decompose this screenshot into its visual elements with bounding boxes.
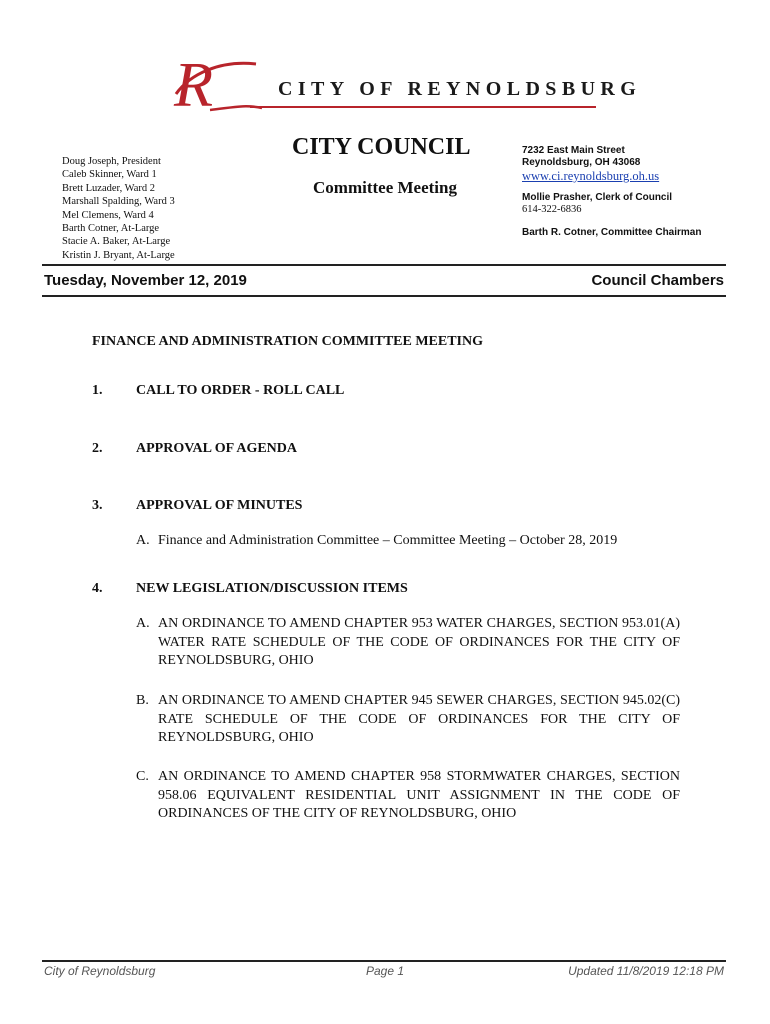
address-line2: Reynoldsburg, OH 43068 bbox=[522, 157, 641, 168]
city-logo-r-icon bbox=[170, 54, 280, 114]
svg-text:R: R bbox=[174, 54, 214, 114]
agenda-item-title: NEW LEGISLATION/DISCUSSION ITEMS bbox=[136, 581, 408, 596]
member-name: Marshall Spalding, Ward 3 bbox=[62, 196, 175, 208]
agenda-item-title: APPROVAL OF MINUTES bbox=[136, 498, 303, 513]
agenda-item-title: APPROVAL OF AGENDA bbox=[136, 441, 298, 456]
city-title: CITY OF REYNOLDSBURG bbox=[278, 78, 642, 100]
divider-bottom bbox=[42, 295, 726, 297]
agenda-item-number: 4. bbox=[92, 581, 103, 596]
clerk-name: Mollie Prasher, Clerk of Council bbox=[522, 192, 673, 203]
member-name: Doug Joseph, President bbox=[62, 156, 161, 167]
agenda-item-number: 1. bbox=[92, 383, 103, 398]
member-name: Brett Luzader, Ward 2 bbox=[62, 182, 156, 194]
footer-divider bbox=[42, 960, 726, 962]
subitem-letter: C. bbox=[136, 769, 149, 784]
committee-subtitle: Committee Meeting bbox=[313, 178, 457, 197]
meeting-date: Tuesday, November 12, 2019 bbox=[44, 272, 247, 289]
subitem-text: AN ORDINANCE TO AMEND CHAPTER 958 STORMWATER CHARGES, SECTION 958.06 EQUIVALENT RESIDENTIAL UNIT ASSIGNMENT IN THE CODE OF ORDINANCES OF THE CITY OF REYNOLDSBURG, OHIO bbox=[158, 769, 680, 821]
subitem-letter: A. bbox=[136, 533, 150, 548]
clerk-phone: 614-322-6836 bbox=[522, 204, 582, 215]
member-name: Caleb Skinner, Ward 1 bbox=[62, 169, 157, 181]
council-members bbox=[62, 155, 175, 262]
contact-block bbox=[522, 145, 701, 238]
subitem-letter: A. bbox=[136, 616, 150, 631]
agenda-item-title: CALL TO ORDER - ROLL CALL bbox=[136, 383, 345, 398]
footer-city: City of Reynoldsburg bbox=[44, 964, 156, 978]
footer-page-number: Page 1 bbox=[366, 964, 405, 978]
member-name: Stacie A. Baker, At-Large bbox=[62, 236, 171, 248]
member-name: Mel Clemens, Ward 4 bbox=[62, 209, 154, 221]
divider-top bbox=[42, 264, 726, 266]
agenda-subitem bbox=[136, 692, 680, 748]
subitem-text: Finance and Administration Committee – Committee Meeting – October 28, 2019 bbox=[158, 533, 618, 548]
agenda-item-number: 3. bbox=[92, 498, 103, 513]
logo-underline bbox=[250, 106, 596, 108]
footer-updated: Updated 11/8/2019 12:18 PM bbox=[568, 964, 724, 978]
agenda-subitem bbox=[136, 532, 680, 551]
agenda-heading: FINANCE AND ADMINISTRATION COMMITTEE MEETING bbox=[92, 334, 484, 349]
website-link[interactable]: www.ci.reynoldsburg.oh.us bbox=[522, 169, 660, 183]
committee-chairman: Barth R. Cotner, Committee Chairman bbox=[522, 227, 702, 238]
agenda-subitem bbox=[136, 768, 680, 824]
agenda-item-number: 2. bbox=[92, 441, 103, 456]
council-title: CITY COUNCIL bbox=[292, 134, 471, 160]
member-name: Barth Cotner, At-Large bbox=[62, 223, 160, 235]
subitem-letter: B. bbox=[136, 693, 149, 708]
subitem-text: AN ORDINANCE TO AMEND CHAPTER 945 SEWER CHARGES, SECTION 945.02(C) RATE SCHEDULE OF THE CODE OF ORDINANCES FOR THE CITY OF REYNOLDSBURG, OHIO bbox=[158, 693, 680, 745]
meeting-location: Council Chambers bbox=[591, 272, 724, 289]
member-name: Kristin J. Bryant, At-Large bbox=[62, 249, 175, 261]
subitem-text: AN ORDINANCE TO AMEND CHAPTER 953 WATER CHARGES, SECTION 953.01(A) WATER RATE SCHEDULE OF THE CODE OF ORDINANCES FOR THE CITY OF REYNOLDSBURG, OHIO bbox=[158, 616, 680, 668]
address-line1: 7232 East Main Street bbox=[522, 145, 625, 156]
agenda-subitem bbox=[136, 615, 680, 671]
